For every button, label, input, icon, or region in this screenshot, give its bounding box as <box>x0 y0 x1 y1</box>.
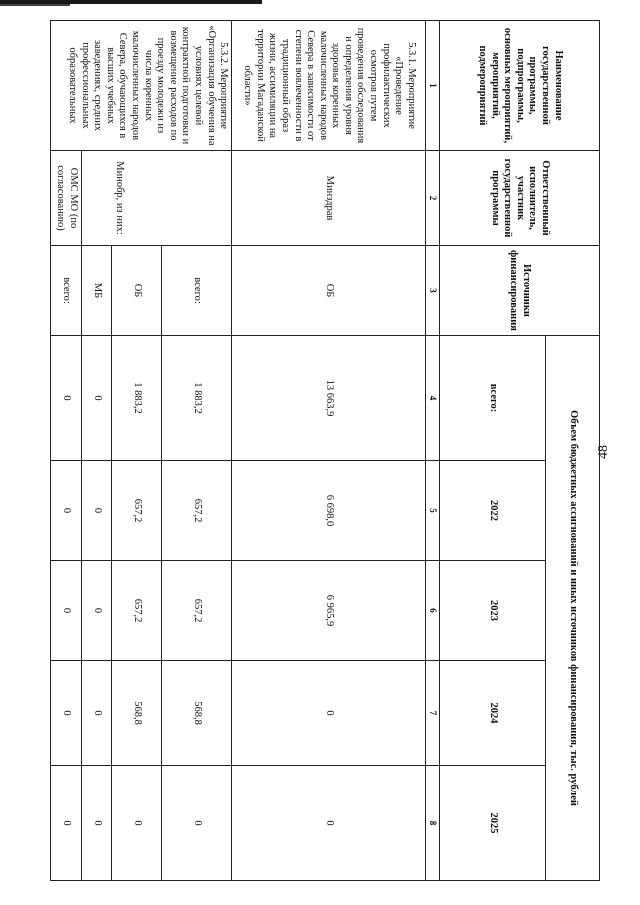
row-source: всего: <box>162 246 232 336</box>
header-executor: Ответственный исполнитель, участник государственной программы <box>440 151 600 246</box>
col-number: 7 <box>426 661 440 766</box>
col-number: 5 <box>426 461 440 561</box>
row-2023: 657,2 <box>112 561 162 661</box>
header-2024: 2024 <box>440 661 546 766</box>
header-program-name: Наименование государственной программы, подпрограммы, основных мероприятий, мероприятий, подмероприятий <box>440 21 600 151</box>
col-number: 1 <box>426 21 440 151</box>
page-number: 48 <box>596 445 611 459</box>
header-2022: 2022 <box>440 461 546 561</box>
row-total: 0 <box>51 336 82 461</box>
row-2023: 0 <box>51 561 82 661</box>
row-total: 1 883,2 <box>162 336 232 461</box>
row-2023: 0 <box>82 561 112 661</box>
row-total: 1 883,2 <box>112 336 162 461</box>
row-2024: 0 <box>232 661 426 766</box>
row-total: 0 <box>82 336 112 461</box>
header-2023: 2023 <box>440 561 546 661</box>
header-volume: Объем бюджетных ассигнований и иных источников финансирования, тыс. рублей <box>546 336 600 881</box>
row-2022: 0 <box>51 461 82 561</box>
row-2025: 0 <box>112 766 162 881</box>
row-2023: 657,2 <box>162 561 232 661</box>
row-program-name: 5.3.2. Мероприятие «Организация обучения на условиях целевой контрактной подготовки и возмещение расходов по проезду молодежи из числа коренных малочисленных народов Севера, обучающихся в высших учебных заведениях, средних профессиональных образовательных <box>51 21 232 151</box>
row-2022: 0 <box>82 461 112 561</box>
col-number: 4 <box>426 336 440 461</box>
row-program-name: 5.3.1. Мероприятие «Проведение профилактических осмотров путем проведения обследования и определения уровня здоровья коренных малочисленных народов Севера в зависимости от степени вовлеченности в традиционный образ жизни, ассимиляции на территории Магаданской области» <box>232 21 426 151</box>
row-2025: 0 <box>162 766 232 881</box>
row-executor: Минздрав <box>232 151 426 246</box>
row-2024: 568,8 <box>112 661 162 766</box>
row-2024: 0 <box>82 661 112 766</box>
header-total: всего: <box>440 336 546 461</box>
table-row <box>162 21 232 881</box>
row-2024: 0 <box>51 661 82 766</box>
row-2022: 657,2 <box>112 461 162 561</box>
row-total: 13 663,9 <box>232 336 426 461</box>
financing-table <box>50 20 600 881</box>
row-source: ОБ <box>232 246 426 336</box>
header-2025: 2025 <box>440 766 546 881</box>
row-2022: 6 698,0 <box>232 461 426 561</box>
table-row <box>232 21 426 881</box>
row-source: ОБ <box>112 246 162 336</box>
header-source: Источники финансирования <box>440 246 600 336</box>
row-source: всего: <box>51 246 82 336</box>
row-2025: 0 <box>82 766 112 881</box>
col-number: 3 <box>426 246 440 336</box>
row-2025: 0 <box>51 766 82 881</box>
rotated-table-wrapper <box>55 20 600 880</box>
row-2022: 657,2 <box>162 461 232 561</box>
row-source: МБ <box>82 246 112 336</box>
col-number: 6 <box>426 561 440 661</box>
column-number-row <box>426 21 440 881</box>
row-2024: 568,8 <box>162 661 232 766</box>
row-2023: 6 965,9 <box>232 561 426 661</box>
row-2025: 0 <box>232 766 426 881</box>
header-row-1 <box>546 21 600 881</box>
scan-top-bar-mark <box>0 4 70 6</box>
row-executor: Минобр, из них: <box>82 151 232 246</box>
row-executor: ОМС МО (по согласованию) <box>51 151 82 246</box>
col-number: 2 <box>426 151 440 246</box>
col-number: 8 <box>426 766 440 881</box>
